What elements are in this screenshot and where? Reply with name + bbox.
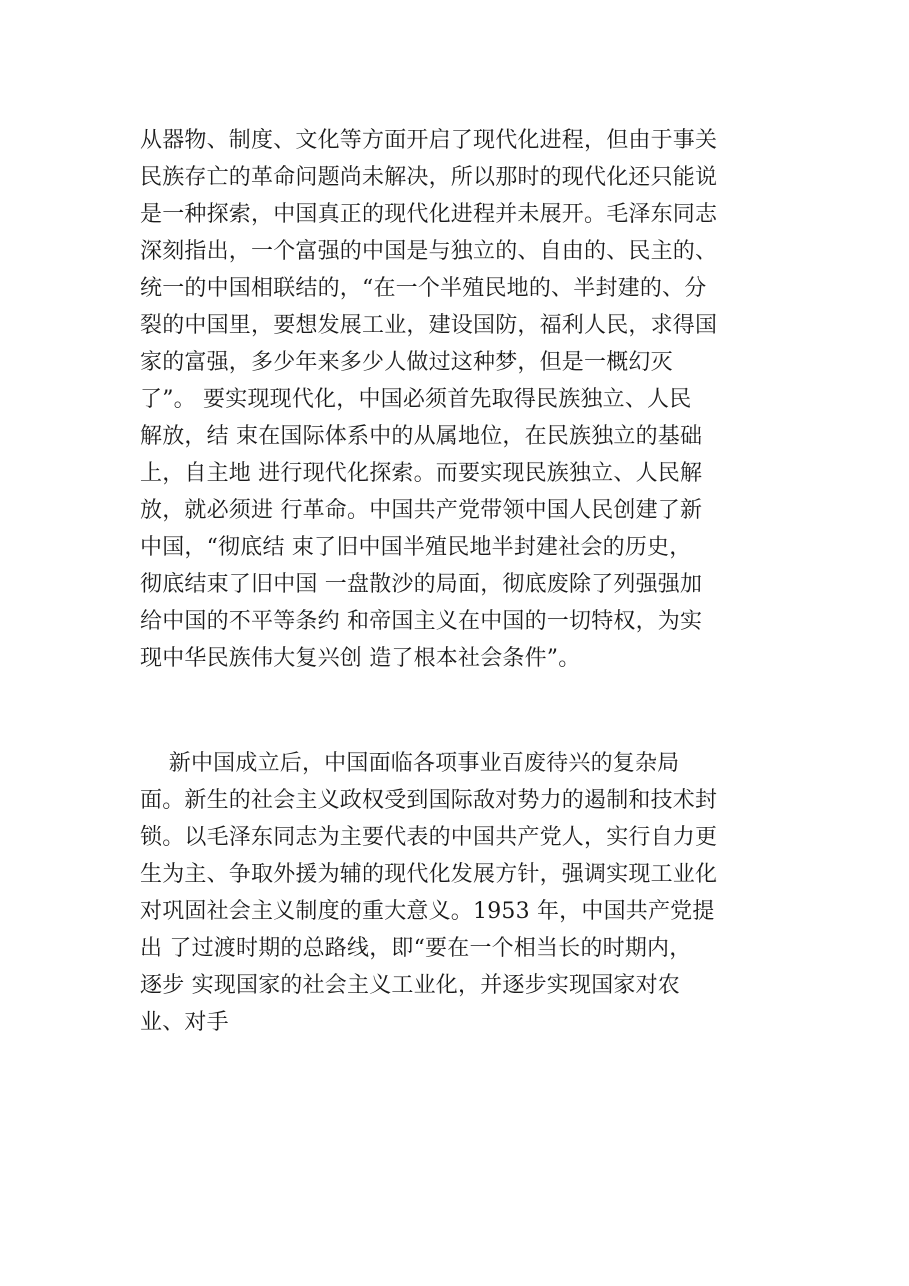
text-line: 现中华民族伟大复兴创 造了根本社会条件”。: [140, 646, 581, 671]
text-line: 业、对手: [140, 1010, 229, 1035]
text-line: 给中国的不平等条约 和帝国主义在中国的一切特权，为实: [140, 609, 703, 634]
text-line: 放，就必须进 行革命。中国共产党带领中国人民创建了新: [140, 498, 703, 523]
text-line: 家的富强，多少年来多少人做过这种梦，但是一概幻灭: [140, 350, 673, 375]
text-line: 深刻指出，一个富强的中国是与独立的、自由的、民主的、: [140, 239, 718, 264]
text-line: 中国，“彻底结 束了旧中国半殖民地半封建社会的历史，: [140, 535, 692, 560]
text-line: 面。新生的社会主义政权受到国际敌对势力的遏制和技术封: [140, 788, 718, 813]
text-line: 解放，结 束在国际体系中的从属地位，在民族独立的基础: [140, 424, 703, 449]
text-line: 民族存亡的革命问题尚未解决，所以那时的现代化还只能说: [140, 165, 718, 190]
text-line: 是一种探索，中国真正的现代化进程并未展开。毛泽东同志: [140, 202, 718, 227]
paragraph-2: [140, 745, 780, 1041]
text-line: 裂的中国里，要想发展工业，建设国防，福利人民，求得国: [140, 313, 718, 338]
text-line: 出 了过渡时期的总路线，即“要在一个相当长的时期内，: [140, 936, 692, 961]
paragraph-1: [140, 122, 780, 677]
text-line: 生为主、争取外援为辅的现代化发展方针，强调实现工业化: [140, 862, 718, 887]
text-line: 新中国成立后，中国面临各项事业百废待兴的复杂局: [140, 751, 680, 776]
text-line: 锁。以毛泽东同志为主要代表的中国共产党人，实行自力更: [140, 825, 718, 850]
text-line: 彻底结束了旧中国 一盘散沙的局面，彻底废除了列强强加: [140, 572, 703, 597]
text-line: 逐步 实现国家的社会主义工业化，并逐步实现国家对农: [140, 973, 680, 998]
text-line: 上，自主地 进行现代化探索。而要实现民族独立、人民解: [140, 461, 703, 486]
text-line: 对巩固社会主义制度的重大意义。1953 年，中国共产党提: [140, 899, 715, 924]
text-line: 了”。 要实现现代化，中国必须首先取得民族独立、人民: [140, 387, 692, 412]
text-line: 从器物、制度、文化等方面开启了现代化进程，但由于事关: [140, 128, 718, 153]
text-line: 统一的中国相联结的，“在一个半殖民地的、半封建的、分: [140, 276, 707, 301]
